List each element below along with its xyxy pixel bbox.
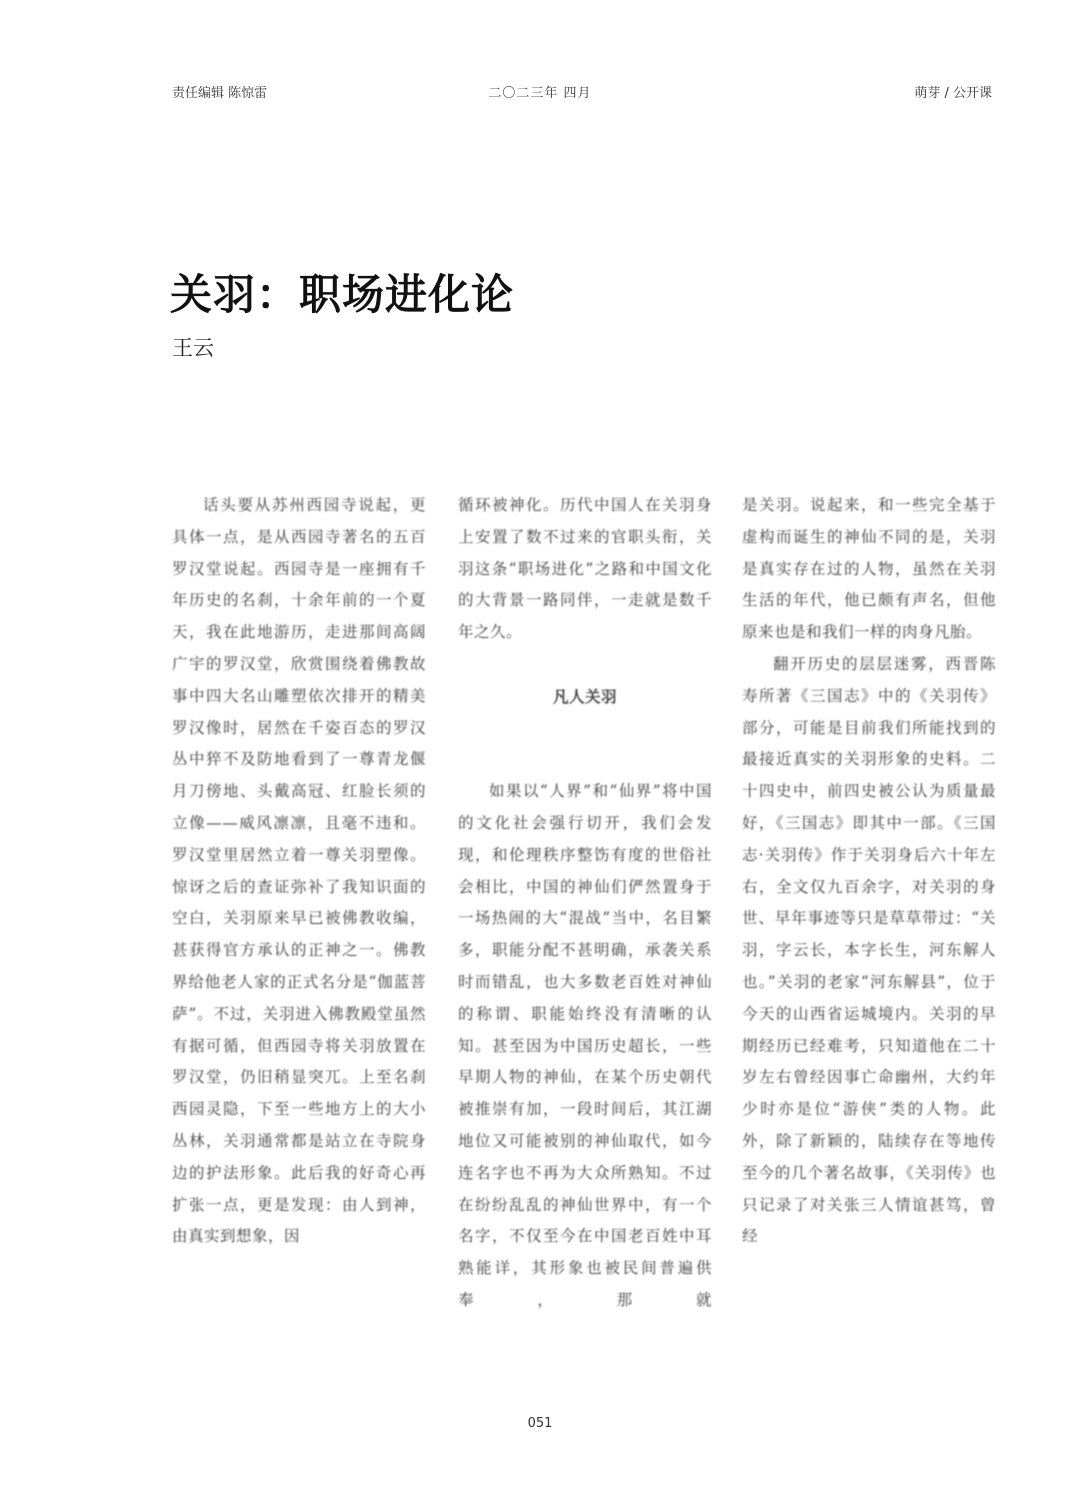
page-header [0, 82, 1080, 102]
editor-credit: 责任编辑 陈惊雷 [172, 86, 268, 101]
paragraph: 翻开历史的层层迷雾，西晋陈寿所著《三国志》中的《关羽传》部分，可能是目前我们所能找到的最接近真实的关羽形象的史料。二十四史中，前四史被公认为质量最好，《三国志》即其中一部。《三国志·关羽传》作于关羽身后六十年左右，全文仅九百余字，对关羽的身世、早年事迹等只是草草带过：“关羽，字云长，本字长生，河东解人也。”关羽的老家“河东解县”，位于今天的山西省运城境内。关羽的早期经历已经难考，只知道他在二十岁左右曾经因事亡命幽州，大约年少时亦是位“游侠”类的人物。此外，除了新颖的，陆续存在等地传至今的几个著名故事，《关羽传》也只记录了对关张三人情谊甚笃，曾经 [742, 654, 996, 1246]
paragraph: 话头要从苏州西园寺说起，更具体一点，是从西园寺著名的五百罗汉堂说起。西园寺是一座拥有千年历史的名刹，十余年前的一个夏天，我在此地游历，走进那间高阔广宇的罗汉堂，欣赏围绕着佛教故事中四大名山雕塑依次排开的精美罗汉像时，居然在千姿百态的罗汉丛中猝不及防地看到了一尊青龙偃月刀傍地、头戴高冠、红脸长须的立像——威风凛凛，且毫不违和。罗汉堂里居然立着一尊关羽塑像。惊讶之后的查证弥补了我知识面的空白，关羽原来早已被佛教收编，甚获得官方承认的正神之一。佛教界给他老人家的正式名分是“伽蓝菩萨”。不过，关羽进入佛教殿堂虽然有据可循，但西园寺将关羽放置在罗汉堂，仍旧稍显突兀。上至名刹西园灵隐，下至一些地方上的大小丛林，关羽通常都是站立在寺院身边的护法形象。此后我的好奇心再扩张一点，更是发现：由人到神，由真实到想象，因 [172, 496, 426, 1246]
paragraph: 如果以“人界”和“仙界”将中国的文化社会强行切开，我们会发现，和伦理秩序整饬有度的世俗社会相比，中国的神仙们俨然置身于一场热闹的大“混战”当中，名目繁多，职能分配不甚明确，承袭关系时而错乱，也大多数老百姓对神仙的称谓、职能始终没有清晰的认知。甚至因为中国历史超长，一些早期人物的神仙，在某个历史朝代被推崇有加，一段时间后，其江湖地位又可能被别的神仙取代，如今连名字也不再为大众所熟知。不过在纷纷乱乱的神仙世界中，有一个名字，不仅至今在中国老百姓中耳熟能详，其形象也被民间普遍供奉，那就 [458, 782, 712, 1309]
paragraph: 是关羽。说起来，和一些完全基于虚构而诞生的神仙不同的是，关羽是真实存在过的人物，虽然在关羽生活的年代，他已颇有声名，但他原来也是和我们一样的肉身凡胎。 [742, 496, 996, 642]
paragraph: 循环被神化。历代中国人在关羽身上安置了数不过来的官职头衔，关羽这条“职场进化”之路和中国文化的大背景一路同伴，一走就是数千年之久。 [458, 496, 712, 642]
article-author: 王云 [172, 336, 214, 360]
section-heading: 凡人关羽 [552, 686, 617, 706]
text-column-2 [458, 490, 712, 1317]
section-label: 萌芽 / 公开课 [914, 86, 992, 101]
page-number: 051 [527, 1416, 553, 1431]
issue-date: 二〇二三年 四月 [488, 86, 592, 101]
article-title: 关羽：职场进化论 [170, 270, 515, 319]
text-column-1 [172, 490, 426, 1253]
text-column-3 [742, 490, 996, 1253]
